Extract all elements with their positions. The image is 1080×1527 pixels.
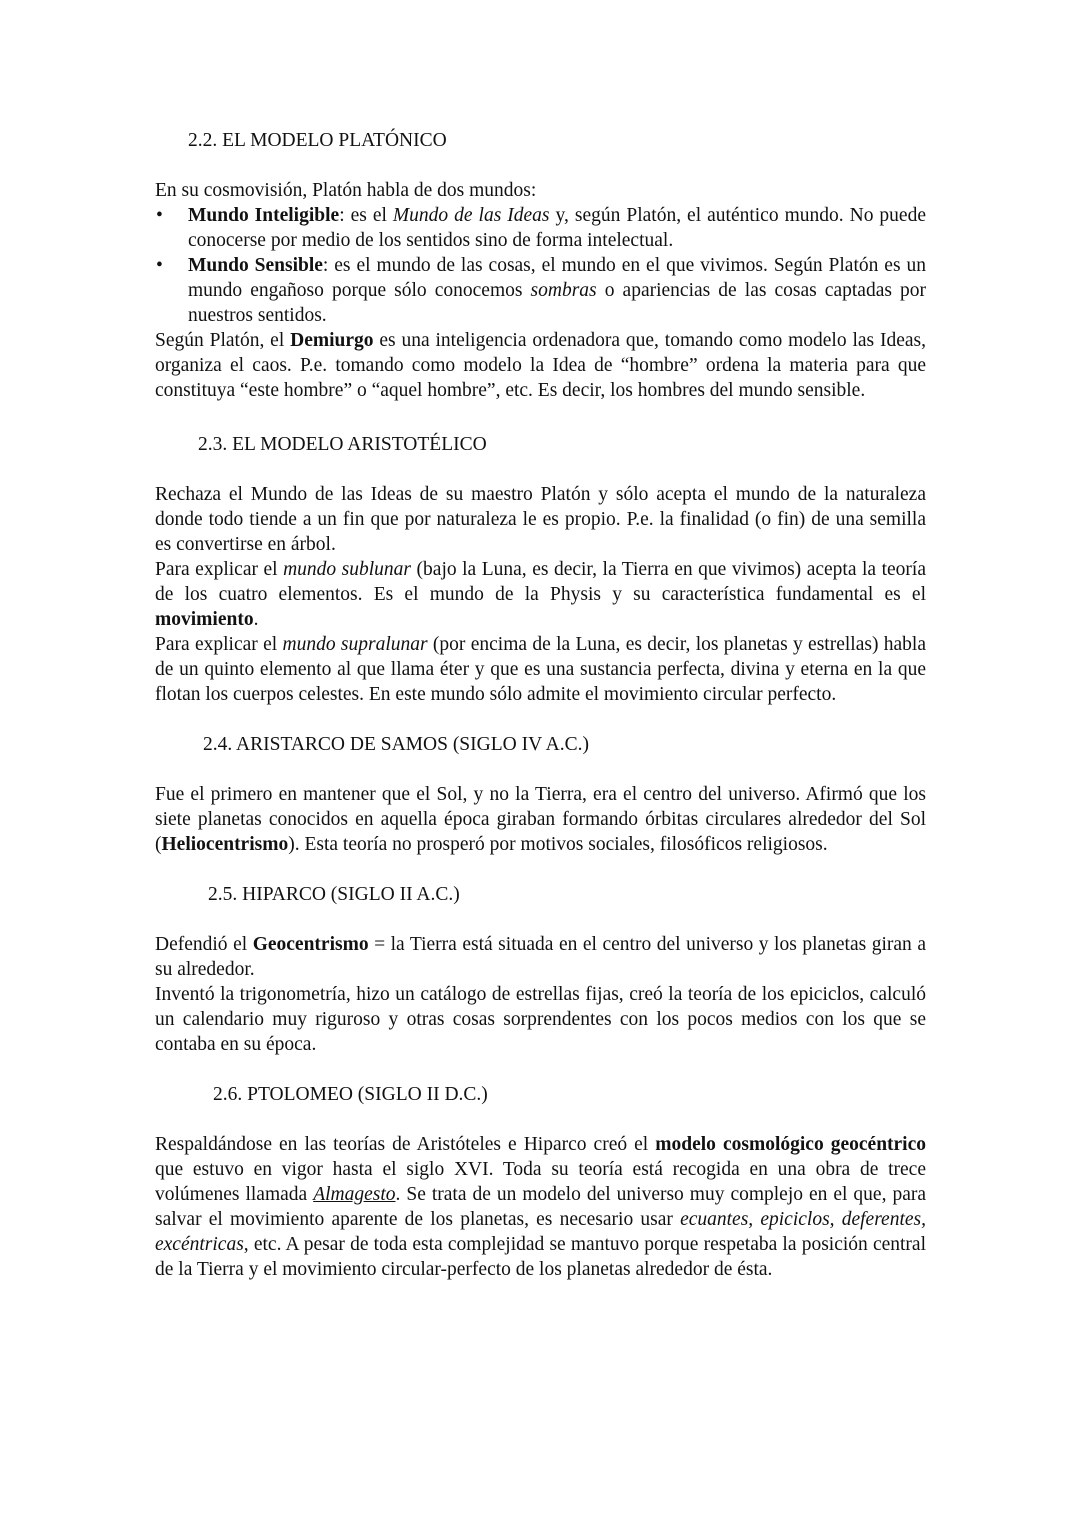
paragraph-demiurgo: Según Platón, el Demiurgo es una inteligencia ordenadora que, tomando como modelo las Ideas, organiza el caos. P.e. tomando como modelo la Idea de “hombre” ordena la materia para que constituya “este hombre” o “aquel hombre”, etc. Es decir, los hombres del mundo sensible. bbox=[155, 330, 926, 401]
document-page bbox=[155, 128, 926, 1282]
bullet-mundo-sensible: • Mundo Sensible: es el mundo de las cosas, el mundo en el que vivimos. Según Platón es un mundo engañoso porque sólo conocemos sombras o apariencias de las cosas captadas por nuestros sentidos. bbox=[156, 255, 926, 326]
paragraph-trigonometria: Inventó la trigonometría, hizo un catálogo de estrellas fijas, creó la teoría de los epiciclos, calculó un calendario muy riguroso y otras cosas sorprendentes con los pocos medios con los que se contaba en su época. bbox=[155, 984, 926, 1055]
paragraph-ptolomeo: Respaldándose en las teorías de Aristóteles e Hiparco creó el modelo cosmológico geocéntrico que estuvo en vigor hasta el siglo XVI. Toda su teoría está recogida en una obra de trece volúmenes llamada Almagesto. Se trata de un modelo del universo muy complejo en el que, para salvar el movimiento aparente de los planetas, es necesario usar ecuantes, epiciclos, deferentes, excéntricas, etc. A pesar de toda esta complejidad se mantuvo porque respetaba la posición central de la Tierra y el movimiento circular-perfecto de los planetas alrededor de ésta. bbox=[155, 1134, 927, 1280]
heading-ptolomeo: 2.6. PTOLOMEO (SIGLO II D.C.) bbox=[213, 1084, 488, 1105]
paragraph-rechaza: Rechaza el Mundo de las Ideas de su maestro Platón y sólo acepta el mundo de la naturaleza donde todo tiende a un fin que por naturaleza le es propio. P.e. la finalidad (o fin) de una semilla es convertirse en árbol. bbox=[155, 484, 926, 555]
heading-modelo-aristotelico: 2.3. EL MODELO ARISTOTÉLICO bbox=[198, 434, 487, 455]
paragraph-sublunar: Para explicar el mundo sublunar (bajo la Luna, es decir, la Tierra en que vivimos) acepta la teoría de los cuatro elementos. Es el mundo de la Physis y su característica fundamental es el movimiento. bbox=[155, 559, 926, 630]
paragraph-geocentrismo: Defendió el Geocentrismo = la Tierra está situada en el centro del universo y los planetas giran a su alrededor. bbox=[155, 934, 926, 980]
heading-aristarco: 2.4. ARISTARCO DE SAMOS (SIGLO IV A.C.) bbox=[203, 734, 589, 755]
paragraph-supralunar: Para explicar el mundo supralunar (por encima de la Luna, es decir, los planetas y estrellas) habla de un quinto elemento al que llama éter y que es una sustancia perfecta, divina y eterna en la que flotan los cuerpos celestes. En este mundo sólo admite el movimiento circular perfecto. bbox=[155, 634, 926, 705]
paragraph-aristarco: Fue el primero en mantener que el Sol, y no la Tierra, era el centro del universo. Afirmó que los siete planetas conocidos en aquella época giraban formando órbitas circulares alrededor del Sol (Heliocentrismo). Esta teoría no prosperó por motivos sociales, filosóficos religiosos. bbox=[155, 784, 926, 855]
bullet-icon: • bbox=[156, 205, 163, 226]
heading-hiparco: 2.5. HIPARCO (SIGLO II A.C.) bbox=[208, 884, 460, 905]
almagesto-title: Almagesto bbox=[313, 1184, 396, 1205]
bullet-icon: • bbox=[156, 255, 163, 276]
paragraph-intro: En su cosmovisión, Platón habla de dos mundos: bbox=[155, 180, 537, 201]
heading-modelo-platonico: 2.2. EL MODELO PLATÓNICO bbox=[188, 130, 447, 151]
bullet-mundo-inteligible: • Mundo Inteligible: es el Mundo de las Ideas y, según Platón, el auténtico mundo. No puede conocerse por medio de los sentidos sino de forma intelectual. bbox=[156, 205, 926, 251]
